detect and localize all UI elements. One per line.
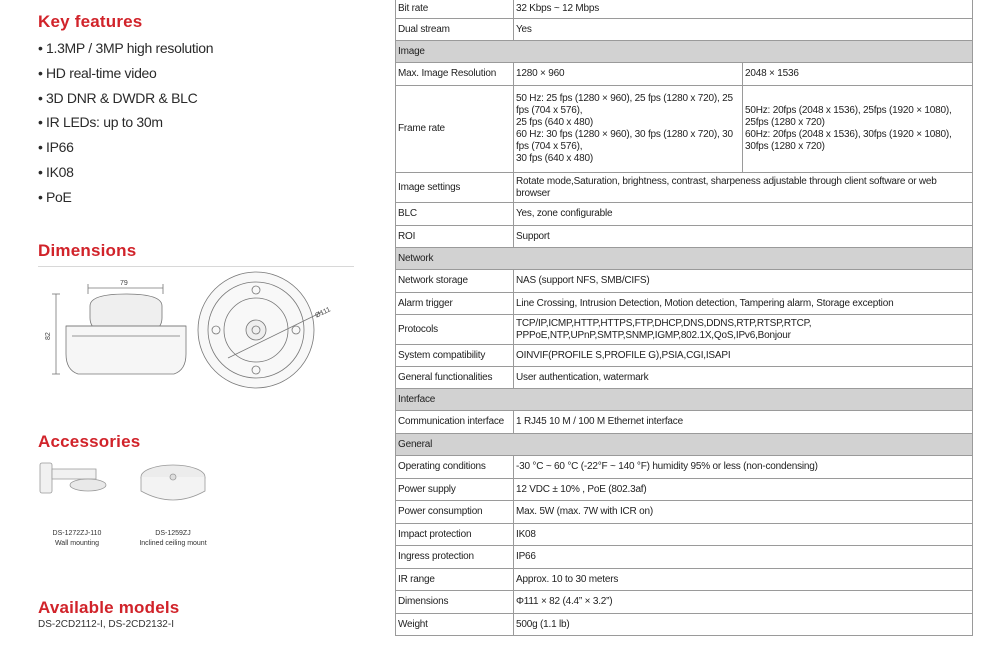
spec-value: 32 Kbps ~ 12 Mbps [514, 0, 973, 19]
table-row [396, 614, 973, 636]
feature-item: • HD real-time video [38, 64, 157, 81]
feature-item: • IR LEDs: up to 30m [38, 114, 163, 131]
spec-value: Line Crossing, Intrusion Detection, Motion detection, Tampering alarm, Storage exception [514, 293, 973, 315]
accessory-label: DS-1272ZJ-110 Wall mounting [52, 530, 102, 547]
spec-value: User authentication, watermark [514, 367, 973, 389]
feature-item: • IP66 [38, 139, 74, 156]
spec-value: 1280 × 960 [514, 63, 743, 86]
spec-value: Approx. 10 to 30 meters [514, 569, 973, 591]
table-row [396, 479, 973, 501]
feature-item: • IK08 [38, 163, 74, 180]
spec-label: General functionalities [396, 367, 514, 389]
table-row [396, 63, 973, 86]
spec-label: System compatibility [396, 345, 514, 367]
spec-value: Rotate mode,Saturation, brightness, contrast, sharpeness adjustable through client software or web browser [514, 173, 973, 203]
spec-value: Yes [514, 19, 973, 41]
spec-value: Support [514, 226, 973, 248]
spec-value: IK08 [514, 524, 973, 546]
table-row [396, 411, 973, 434]
spec-label: Protocols [396, 315, 514, 345]
dimensions-heading: Dimensions [38, 241, 137, 260]
dim-width-label: 79 [120, 280, 128, 287]
table-row [396, 546, 973, 569]
table-row [396, 203, 973, 226]
spec-value: Max. 5W (max. 7W with ICR on) [514, 501, 973, 524]
spec-label: Communication interface [396, 411, 514, 434]
table-row [396, 524, 973, 546]
left-column [0, 0, 385, 649]
spec-label: Weight [396, 614, 514, 636]
table-row [396, 591, 973, 614]
spec-value: TCP/IP,ICMP,HTTP,HTTPS,FTP,DHCP,DNS,DDNS,RTP,RTSP,RTCP, PPPoE,NTP,UPnP,SMTP,SNMP,IGMP,802.1X,QoS,IPv6,Bonjour [514, 315, 973, 345]
table-row [396, 86, 973, 173]
feature-item: • 3D DNR & DWDR & BLC [38, 89, 198, 106]
spec-label: Dual stream [396, 19, 514, 41]
section-row [396, 434, 973, 456]
key-features-heading: Key features [38, 12, 143, 31]
spec-value: Yes, zone configurable [514, 203, 973, 226]
models-list: DS-2CD2112-I, DS-2CD2132-I [38, 619, 174, 630]
table-row [396, 0, 973, 19]
spec-label: ROI [396, 226, 514, 248]
table-row [396, 345, 973, 367]
spec-value: IP66 [514, 546, 973, 569]
spec-label: Bit rate [396, 0, 514, 19]
section-row [396, 41, 973, 63]
spec-label: Operating conditions [396, 456, 514, 479]
accessories-heading: Accessories [38, 432, 141, 451]
spec-value: 1 RJ45 10 M / 100 M Ethernet interface [514, 411, 973, 434]
spec-value: OINVIF(PROFILE S,PROFILE G),PSIA,CGI,ISAPI [514, 345, 973, 367]
spec-label: Ingress protection [396, 546, 514, 569]
spec-label: Image settings [396, 173, 514, 203]
spec-label: Frame rate [396, 86, 514, 173]
spec-label: Power consumption [396, 501, 514, 524]
table-row [396, 315, 973, 345]
dimensions-drawing [38, 266, 354, 401]
spec-label: IR range [396, 569, 514, 591]
table-row [396, 19, 973, 41]
available-models-heading: Available models [38, 598, 180, 617]
section-row [396, 248, 973, 270]
spec-value: 50Hz: 20fps (2048 x 1536), 25fps (1920 × 1080), 25fps (1280 x 720) 60Hz: 20fps (2048 x 1536), 30fps (1920 × 1080), 30fps (1280 x 720) [743, 86, 973, 173]
table-row [396, 293, 973, 315]
section-heading: Interface [396, 389, 973, 411]
spec-value: 2048 × 1536 [743, 63, 973, 86]
table-row [396, 173, 973, 203]
accessories-images [38, 455, 258, 565]
spec-label: Impact protection [396, 524, 514, 546]
table-row [396, 226, 973, 248]
section-heading: General [396, 434, 973, 456]
features-list [38, 36, 213, 210]
spec-label: Network storage [396, 270, 514, 293]
spec-value: 12 VDC ± 10% , PoE (802.3af) [514, 479, 973, 501]
spec-value: Φ111 × 82 (4.4” × 3.2”) [514, 591, 973, 614]
table-row [396, 569, 973, 591]
spec-label: Dimensions [396, 591, 514, 614]
table-row [396, 501, 973, 524]
spec-value: 500g (1.1 lb) [514, 614, 973, 636]
spec-value: -30 °C ~ 60 °C (-22°F ~ 140 °F) humidity 95% or less (non-condensing) [514, 456, 973, 479]
feature-item: • 1.3MP / 3MP high resolution [38, 40, 214, 56]
section-heading: Network [396, 248, 973, 270]
accessory-label: DS-1259ZJ Inclined ceiling mount [139, 530, 207, 547]
table-row [396, 456, 973, 479]
table-row [396, 270, 973, 293]
dim-height-label: 82 [45, 332, 52, 340]
spec-label: BLC [396, 203, 514, 226]
table-row [396, 367, 973, 389]
spec-table [395, 0, 973, 636]
spec-value: NAS (support NFS, SMB/CIFS) [514, 270, 973, 293]
spec-label: Power supply [396, 479, 514, 501]
section-row [396, 389, 973, 411]
spec-label: Alarm trigger [396, 293, 514, 315]
section-heading: Image [396, 41, 973, 63]
dim-diameter-label: Ø111 [314, 306, 332, 320]
spec-label: Max. Image Resolution [396, 63, 514, 86]
spec-value: 50 Hz: 25 fps (1280 × 960), 25 fps (1280 x 720), 25 fps (704 x 576), 25 fps (640 x 480) 60 Hz: 30 fps (1280 × 960), 30 fps (1280 x 720), 30 fps (704 x 576), 30 fps (640 x 480) [514, 86, 743, 173]
feature-item: • PoE [38, 188, 72, 205]
